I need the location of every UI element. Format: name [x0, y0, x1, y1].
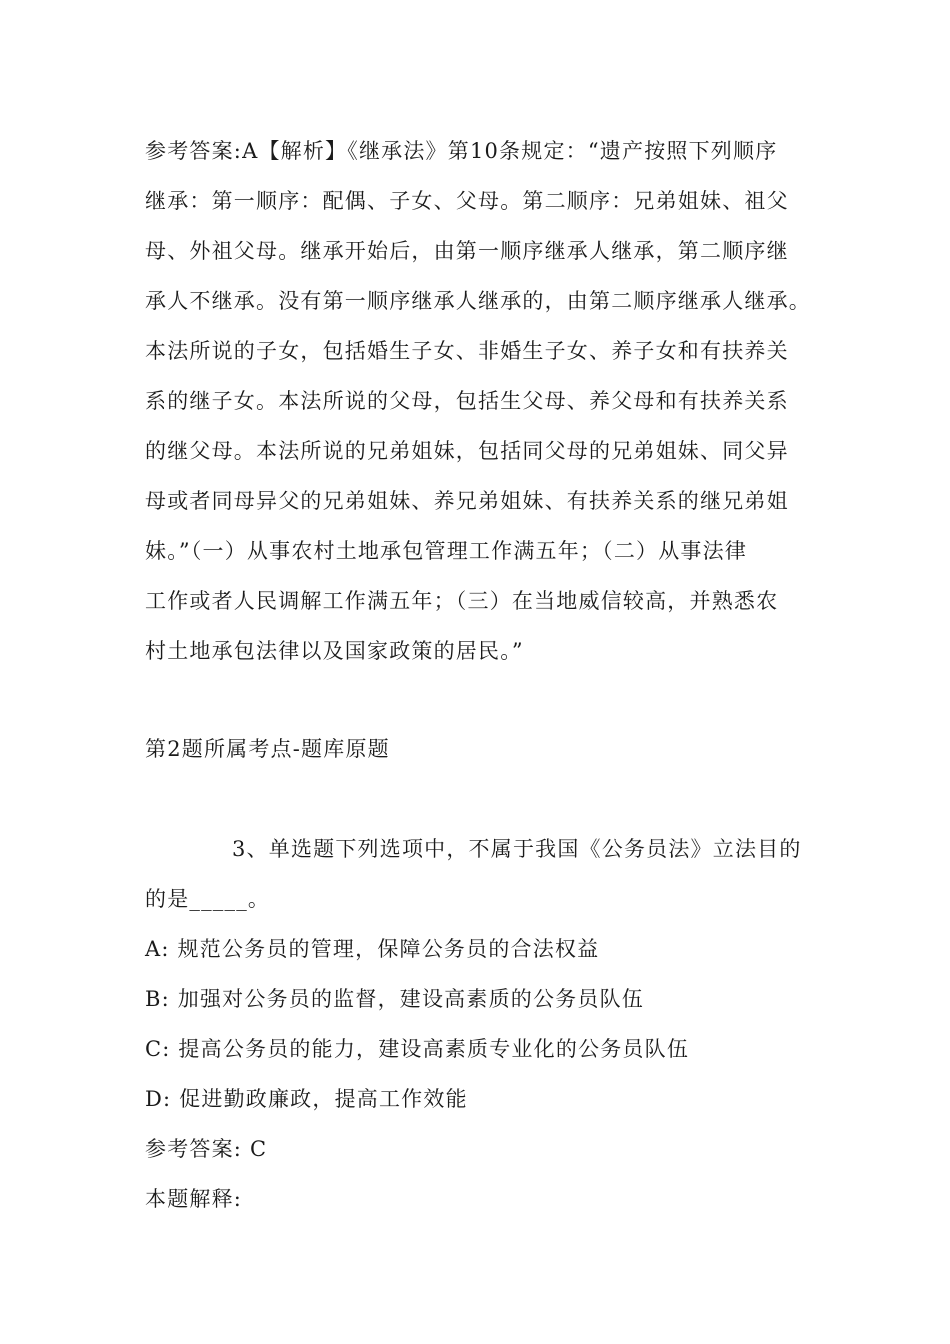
- option-a: A: 规范公务员的管理，保障公务员的合法权益: [145, 937, 600, 961]
- answer-line: 承人不继承。没有第一顺序继承人继承的，由第二顺序继承人继承。: [145, 289, 811, 313]
- answer-line: 妹。”（一）从事农村土地承包管理工作满五年；（二）从事法律: [145, 539, 748, 563]
- answer-line: 村土地承包法律以及国家政策的居民。”: [145, 639, 524, 663]
- option-b: B: 加强对公务员的监督，建设高素质的公务员队伍: [145, 987, 644, 1011]
- answer-line: 继承：第一顺序：配偶、子女、父母。第二顺序：兄弟姐妹、祖父: [145, 189, 789, 213]
- option-d: D: 促进勤政廉政，提高工作效能: [145, 1087, 468, 1111]
- reference-answer: 参考答案: C: [145, 1137, 268, 1161]
- answer-line: 母或者同母异父的兄弟姐妹、养兄弟姐妹、有扶养关系的继兄弟姐: [145, 489, 789, 513]
- answer-line: 的继父母。本法所说的兄弟姐妹，包括同父母的兄弟姐妹、同父异: [145, 439, 789, 463]
- question-stem: 3、单选题下列选项中，不属于我国《公务员法》立法目的: [232, 837, 802, 861]
- answer-line: 工作或者人民调解工作满五年；（三）在当地威信较高，并熟悉农: [145, 589, 779, 613]
- option-c: C: 提高公务员的能力，建设高素质专业化的公务员队伍: [145, 1037, 690, 1061]
- topic-note: 第2题所属考点-题库原题: [145, 737, 390, 761]
- answer-line: 本法所说的子女，包括婚生子女、非婚生子女、养子女和有扶养关: [145, 339, 789, 363]
- answer-line: 参考答案:A【解析】《继承法》第10条规定：“遗产按照下列顺序: [145, 139, 778, 163]
- answer-line: 母、外祖父母。继承开始后，由第一顺序继承人继承，第二顺序继: [145, 239, 789, 263]
- answer-line: 系的继子女。本法所说的父母，包括生父母、养父母和有扶养关系: [145, 389, 789, 413]
- explanation-label: 本题解释:: [145, 1187, 243, 1211]
- question-stem-continued: 的是_____。: [145, 887, 271, 911]
